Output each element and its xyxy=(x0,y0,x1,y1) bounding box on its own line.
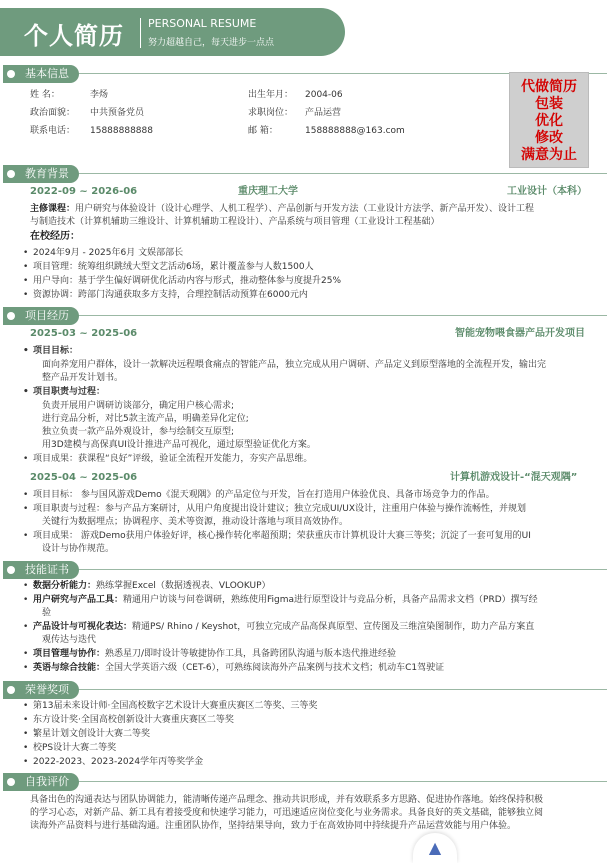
section-title: 项目经历 xyxy=(25,309,69,322)
value-birth: 2004-06 xyxy=(305,90,343,100)
resume-header xyxy=(0,8,345,56)
campus-item: • 2024年9月 - 2025年6月 文娱部部长 xyxy=(33,247,183,259)
label-politics: 政治面貌： xyxy=(30,108,76,118)
skill-item: • 英语与综合技能：全国大学英语六级（CET-6），可熟练阅读海外产品案例与技术文档；机动车C1驾驶证 xyxy=(33,662,444,674)
section-title: 技能证书 xyxy=(25,563,69,576)
value-politics: 中共预备党员 xyxy=(90,108,145,118)
section-title: 荣誉奖项 xyxy=(25,683,69,696)
skill-item-cont: 观传达与迭代 xyxy=(42,635,97,645)
p1-goal-title: • 项目目标： xyxy=(33,345,78,357)
section-title: 教育背景 xyxy=(25,167,69,180)
value-email: 158888888@163.com xyxy=(305,126,405,136)
skill-item: • 用户研究与产品工具：精通用户访谈与问卷调研，熟练使用Figma进行原型设计与竞品分析，具备产品需求文档（PRD）撰写经 xyxy=(33,594,538,606)
section-bullet-icon xyxy=(7,778,15,786)
p2-name: 计算机游戏设计-“混天观隅” xyxy=(450,472,578,483)
scroll-up-button[interactable] xyxy=(413,833,457,863)
edu-school: 重庆理工大学 xyxy=(238,186,298,197)
p1-duty: 用3D建模与高保真UI设计推进产品可视化，通过原型验证优化方案。 xyxy=(42,440,316,450)
section-title: 基本信息 xyxy=(25,67,69,80)
campus-item: • 资源协调：跨部门沟通获取多方支持，合理控制活动预算在6000元内 xyxy=(33,289,308,301)
section-projects xyxy=(3,307,607,325)
award-item: • 东方设计奖·全国高校创新设计大赛重庆赛区二等奖 xyxy=(33,714,234,726)
p1-goal-line1: 面向养宠用户群体，设计一款解决远程喂食痛点的智能产品，独立完成从用户调研、产品定义到原型落地的全流程开发，输出完 xyxy=(42,360,547,370)
section-title: 自我评价 xyxy=(25,775,69,788)
value-name: 李炀 xyxy=(90,90,109,100)
section-education xyxy=(3,165,607,183)
campus-title: 在校经历： xyxy=(30,231,80,242)
evaluation-line: 读海外产品资料与进行基础沟通。注重团队协作，坚持结果导向，致力于在高效协同中持续提升产品运营效能与用户体验。 xyxy=(30,821,517,831)
edu-period: 2022-09 ~ 2026-06 xyxy=(30,186,138,197)
p2-goal: • 项目目标： 参与国风游戏Demo《混天观隅》的产品定位与开发，旨在打造用户体验优良、具备市场竞争力的作品。 xyxy=(33,489,495,501)
label-position: 求职岗位： xyxy=(248,108,294,118)
skill-item: • 产品设计与可视化表达：精通PS/ Rhino / Keyshot，可独立完成产品高保真原型、宣传图及三维渲染图制作，助力产品方案直 xyxy=(33,621,534,633)
p1-result: • 项目成果：获课程“良好”评级，验证全流程开发能力，夯实产品思维。 xyxy=(33,453,312,465)
p2-period: 2025-04 ~ 2025-06 xyxy=(30,472,138,483)
header-divider xyxy=(140,18,141,48)
p2-result-line2: 设计与协作规范。 xyxy=(42,544,115,554)
p1-duty: 独立负责一款产品外观设计，参与绘制交互原型; xyxy=(42,427,235,437)
section-evaluation xyxy=(3,773,607,791)
section-bullet-icon xyxy=(7,70,15,78)
p1-duty: 进行竞品分析，对比5款主流产品，明确差异化定位; xyxy=(42,414,249,424)
section-rule xyxy=(3,689,607,690)
p2-result-line1: • 项目成果： 游戏Demo获用户体验好评，核心操作转化率超预期；荣获重庆市计算机设计大赛三等奖；沉淀了一套可复用的UI xyxy=(33,530,531,542)
section-awards xyxy=(3,681,607,699)
award-item: • 繁星计划文创设计大赛二等奖 xyxy=(33,728,150,740)
p1-duty-title: • 项目职责与过程： xyxy=(33,386,105,398)
label-phone: 联系电话： xyxy=(30,126,76,136)
award-item: • 第13届未来设计师·全国高校数字艺术设计大赛重庆赛区二等奖、三等奖 xyxy=(33,700,317,712)
section-rule xyxy=(3,315,607,316)
title-en: PERSONAL RESUME xyxy=(148,17,257,30)
award-item: • 校PS设计大赛二等奖 xyxy=(33,742,116,754)
label-email: 邮 箱： xyxy=(248,126,278,136)
section-bullet-icon xyxy=(7,170,15,178)
evaluation-line: 具备出色的沟通表达与团队协调能力，能清晰传递产品理念、推动共识形成，并有效联系多方思路、促进协作落地。始终保持积极 xyxy=(30,795,544,805)
section-bullet-icon xyxy=(7,686,15,694)
skill-item: • 项目管理与协作：熟悉星刀/即时设计等敏捷协作工具，具备跨团队沟通与版本迭代推进经验 xyxy=(33,648,396,660)
section-bullet-icon xyxy=(7,566,15,574)
p1-period: 2025-03 ~ 2025-06 xyxy=(30,328,138,339)
section-rule xyxy=(3,173,607,174)
edu-courses-line1: 主修课程：用户研究与体验设计（设计心理学、人机工程学）、产品创新与开发方法（工业设计方法学、新产品开发）、设计工程 xyxy=(30,204,535,214)
edu-courses-line2: 与制造技术（计算机辅助三维设计、计算机辅助工程设计）、产品系统与项目管理（工业设计工程基础） xyxy=(30,217,440,227)
value-position: 产品运营 xyxy=(305,108,342,118)
skill-item: • 数据分析能力：熟练掌握Excel（数据透视表、VLOOKUP） xyxy=(33,580,271,592)
p1-duty: 负责开展用户调研访谈部分，确定用户核心需求; xyxy=(42,401,235,411)
p1-goal-line2: 整产品开发计划书。 xyxy=(42,373,124,383)
p2-duty-line1: • 项目职责与过程：参与产品方案研讨，从用户角度提出设计建议；独立完成UI/UX设计，注重用户体验与操作流畅性，并规划 xyxy=(33,503,526,515)
header-motto: 努力超越自己，每天进步一点点 xyxy=(148,38,275,48)
profile-photo xyxy=(509,72,589,168)
skill-item-cont: 验 xyxy=(42,608,52,618)
label-birth: 出生年月： xyxy=(248,90,294,100)
campus-item: • 项目管理：统筹组织跳绒大型文艺活动6场，累计覆盖参与人数1500人 xyxy=(33,261,314,273)
section-rule xyxy=(3,569,607,570)
section-bullet-icon xyxy=(7,312,15,320)
evaluation-line: 的学习心态，对新产品、新工具有着接受度和快速学习能力，可迅速适应岗位变化与业务需求。具备良好的英文基础，能够独立阅 xyxy=(30,808,544,818)
campus-item: • 用户导向：基于学生偏好调研优化活动内容与形式，推动整体参与度提升25% xyxy=(33,275,341,287)
value-phone: 15888888888 xyxy=(90,126,153,136)
p1-name: 智能宠物喂食器产品开发项目 xyxy=(455,328,585,339)
title-cn: 个人简历 xyxy=(24,22,124,50)
photo-watermark: 代做简历 包装 优化 修改 满意为止 xyxy=(521,79,577,163)
edu-major: 工业设计（本科） xyxy=(507,186,587,197)
chevron-up-icon: ▲ xyxy=(428,838,442,857)
section-skills xyxy=(3,561,607,579)
label-name: 姓 名： xyxy=(30,90,60,100)
section-rule xyxy=(3,781,607,782)
award-item: • 2022-2023、2023-2024学年丙等奖学金 xyxy=(33,756,203,768)
p2-duty-line2: 关键行为数据埋点；协调程序、美术等资源，推动设计落地与项目高效协作。 xyxy=(42,517,349,527)
